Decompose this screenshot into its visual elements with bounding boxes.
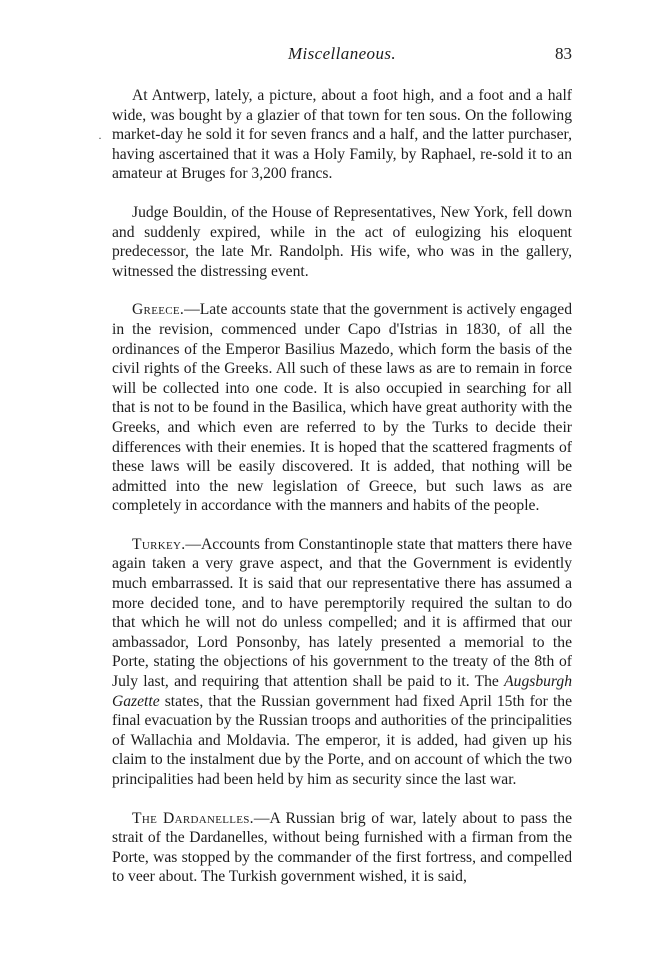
paragraph-antwerp-text: At Antwerp, lately, a picture, about a foot high, and a foot and a half wide, was bought by a glazier of that town for ten sous. On the following market-day he sold it for seven francs and a half, and the latter purchaser, having ascertained that it was a Holy Family, by Raphael, re-sold it to an amateur at Bruges for 3,200 francs. [112, 87, 572, 183]
paragraph-bouldin [112, 203, 572, 281]
paragraph-greece-text: —Late accounts state that the government is actively engaged in the revision, commenced under Capo d'Istrias in 1830, of all the ordinances of the Emperor Basilius Mazedo, which form the basis of the civil rights of the Greeks. All such of these laws as are to remain in force will be collected into one code. It is also occupied in searching for all that is not to be found in the Basilica, which have great authority with the Greeks, and which even are referred to by the Turks to decide their differences with their enemies. It is hoped that the scattered fragments of these laws will be easily discovered. It is added, that nothing will be admitted into the new legislation of Greece, but such laws as are completely in accordance with the manners and habits of the people. [112, 301, 572, 515]
paragraph-dardanelles-lead: The Dardanelles. [132, 809, 254, 827]
paragraph-turkey [112, 535, 572, 790]
page-number: 83 [555, 44, 572, 63]
paragraph-dardanelles [112, 809, 572, 887]
body-text [112, 86, 572, 899]
paragraph-turkey-italic: Augsburgh Gazette [112, 673, 572, 710]
paragraph-bouldin-text: Judge Bouldin, of the House of Representatives, New York, fell down and suddenly expired, while in the act of eulogizing his eloquent predecessor, the late Mr. Randolph. His wife, who was in the gallery, witnessed the distressing event. [112, 203, 572, 280]
paragraph-greece [112, 300, 572, 516]
margin-mark: · [98, 131, 102, 145]
paragraph-turkey-text-a: —Accounts from Constantinople state that matters there have again taken a very grave aspect, and that the Government is evidently much embarrassed. It is said that our representative there has assumed a more decided tone, and to have peremptorily required the sultan to do that which he will not do unless compelled; and it is affirmed that our ambassador, Lord Ponsonby, has lately presented a memorial to the Porte, stating the objections of his government to the treaty of the 8th of July last, and requiring that attention shall be paid to it. The [112, 535, 572, 691]
paragraph-dardanelles-text: —A Russian brig of war, lately about to pass the strait of the Dardanelles, without being furnished with a firman from the Porte, was stopped by the commander of the first fortress, and compelled to veer about. The Turkish government wished, it is said, [112, 809, 572, 886]
paragraph-antwerp [112, 86, 572, 184]
paragraph-turkey-lead: Turkey. [132, 535, 186, 553]
paragraph-greece-lead: Greece. [132, 301, 185, 319]
running-title: Miscellaneous. [287, 44, 397, 63]
running-header [112, 44, 572, 66]
paragraph-turkey-text-b: states, that the Russian government had fixed April 15th for the final evacuation by the Russian troops and authorities of the principalities of Wallachia and Moldavia. The emperor, it is added, had given up his claim to the instalment due by the Porte, and on account of which the two principalities had been held by him as security since the last war. [112, 692, 572, 788]
